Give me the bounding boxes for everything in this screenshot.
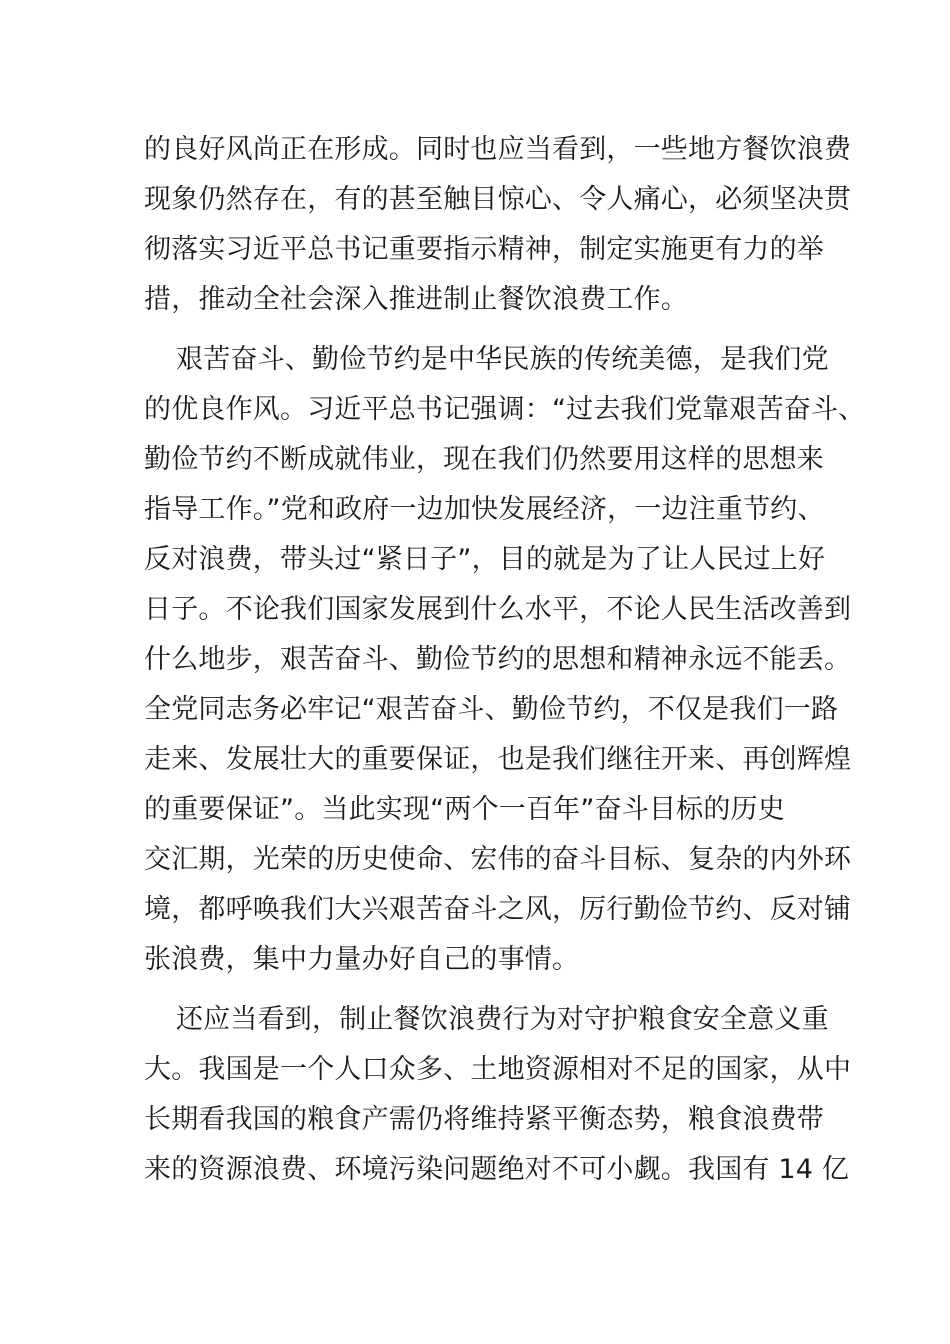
text-line: 彻落实习近平总书记重要指示精神，制定实施更有力的举 xyxy=(144,234,824,265)
text-line: 的优良作风。习近平总书记强调：“过去我们党靠艰苦奋斗、 xyxy=(144,394,866,425)
text-line: 的重要保证”。当此实现“两个一百年”奋斗目标的历史 xyxy=(144,794,785,825)
text-line: 反对浪费，带头过“紧日子”，目的就是为了让人民过上好 xyxy=(144,544,826,575)
text-line: 走来、发展壮大的重要保证，也是我们继往开来、再创辉煌 xyxy=(144,744,852,775)
text-line: 什么地步，艰苦奋斗、勤俭节约的思想和精神永远不能丢。 xyxy=(144,644,852,675)
text-line: 全党同志务必牢记“艰苦奋斗、勤俭节约，不仅是我们一路 xyxy=(144,694,839,725)
text-line: 艰苦奋斗、勤俭节约是中华民族的传统美德，是我们党 xyxy=(176,344,829,375)
text-line: 大。我国是一个人口众多、土地资源相对不足的国家，从中 xyxy=(144,1054,852,1085)
text-line: 还应当看到，制止餐饮浪费行为对守护粮食安全意义重 xyxy=(176,1004,829,1035)
text-line: 措，推动全社会深入推进制止餐饮浪费工作。 xyxy=(144,284,688,315)
text-line: 张浪费，集中力量办好自己的事情。 xyxy=(144,944,580,975)
text-line: 长期看我国的粮食产需仍将维持紧平衡态势，粮食浪费带 xyxy=(144,1104,824,1135)
text-line: 日子。不论我们国家发展到什么水平，不论人民生活改善到 xyxy=(144,594,852,625)
text-line: 的良好风尚正在形成。同时也应当看到，一些地方餐饮浪费 xyxy=(144,134,852,165)
text-line: 指导工作。”党和政府一边加快发展经济，一边注重节约、 xyxy=(144,494,825,525)
text-line: 交汇期，光荣的历史使命、宏伟的奋斗目标、复杂的内外环 xyxy=(144,844,852,875)
text-line: 来的资源浪费、环境污染问题绝对不可小觑。我国有 14 亿 xyxy=(144,1154,850,1185)
text-line: 境，都呼唤我们大兴艰苦奋斗之风，厉行勤俭节约、反对铺 xyxy=(144,894,852,925)
text-line: 现象仍然存在，有的甚至触目惊心、令人痛心，必须坚决贯 xyxy=(144,184,852,215)
text-line: 勤俭节约不断成就伟业，现在我们仍然要用这样的思想来 xyxy=(144,444,824,475)
